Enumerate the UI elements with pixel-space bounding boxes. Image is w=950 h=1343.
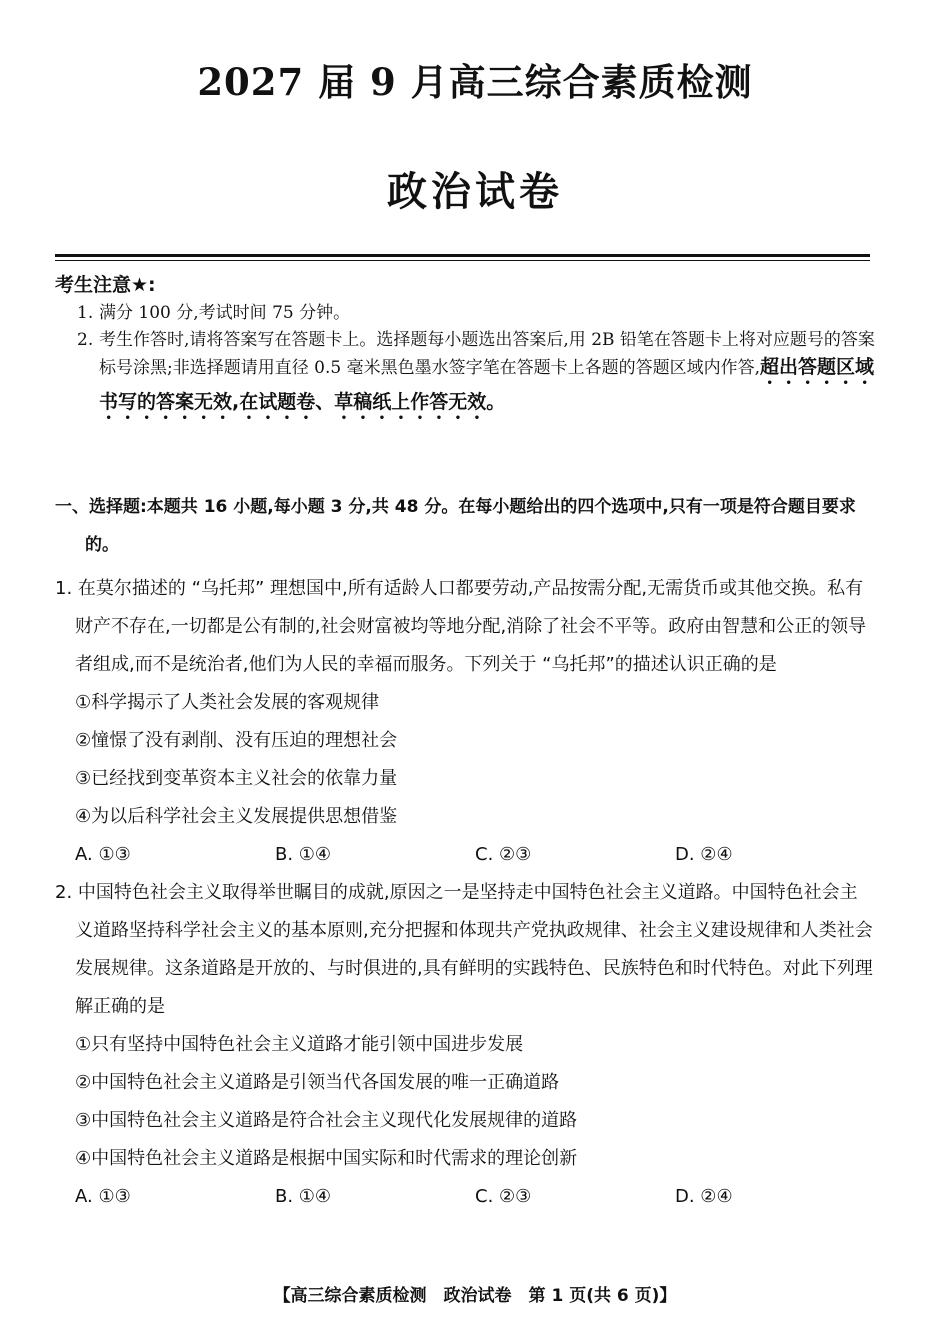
question-1-statement-2: ②憧憬了没有剥削、没有压迫的理想社会 <box>75 730 398 751</box>
question-2-options <box>55 1178 875 1216</box>
question-1-option-a[interactable]: A. ①③ <box>75 844 131 865</box>
question-1-stem: 1. 在莫尔描述的 “乌托邦” 理想国中,所有适龄人口都要劳动,产品按需分配,无需货币或其他交换。私有财产不存在,一切都是公有制的,社会财富被均等地分配,消除了社会不平等。政府由智慧和公正的领导者组成,而不是统治者,他们为人民的幸福而服务。下列关于 “乌托邦”的描述认识正确的是 <box>55 578 867 675</box>
header-divider-thin <box>55 260 870 261</box>
question-1-option-c[interactable]: C. ②③ <box>475 844 532 865</box>
question-1-option-d[interactable]: D. ②④ <box>675 844 733 865</box>
notice-item-2-emphasis: 超出答题区域书写的答案无效,在试题卷、草稿纸上作答无效。 <box>99 356 874 413</box>
exam-title: 2027 届 9 月高三综合素质检测 <box>197 60 753 104</box>
notice-item-1-text: 满分 100 分,考试时间 75 分钟。 <box>99 303 351 323</box>
subject-title: 政治试卷 <box>387 168 563 215</box>
question-2-statement-1: ①只有坚持中国特色社会主义道路才能引领中国进步发展 <box>75 1034 524 1055</box>
question-2-statement-3: ③中国特色社会主义道路是符合社会主义现代化发展规律的道路 <box>75 1110 578 1131</box>
page-footer: 【高三综合素质检测 政治试卷 第 1 页(共 6 页)】 <box>273 1286 677 1306</box>
question-2-option-b[interactable]: B. ①④ <box>275 1186 332 1207</box>
candidate-notice <box>55 270 875 424</box>
notice-item-1-number: 1. <box>77 303 94 323</box>
notice-item-2-number: 2. <box>77 330 94 350</box>
section-1-title: 一、选择题:本题共 16 小题,每小题 3 分,共 48 分。在每小题给出的四个选项中,只有一项是符合题目要求的。 <box>55 497 856 555</box>
question-2-option-a[interactable]: A. ①③ <box>75 1186 131 1207</box>
notice-item-2-text: 考生作答时,请将答案写在答题卡上。选择题每小题选出答案后,用 2B 铅笔在答题卡上将对应题号的答案标号涂黑;非选择题请用直径 0.5 毫米黑色墨水签字笔在答题卡上各题的答题区域内作答, <box>99 330 875 378</box>
question-1-statement-4: ④为以后科学社会主义发展提供思想借鉴 <box>75 806 398 827</box>
notice-heading: 考生注意★: <box>55 274 156 296</box>
exam-content <box>55 488 875 1216</box>
question-1-statement-1: ①科学揭示了人类社会发展的客观规律 <box>75 692 380 713</box>
question-2-statement-4: ④中国特色社会主义道路是根据中国实际和时代需求的理论创新 <box>75 1148 578 1169</box>
question-2-option-d[interactable]: D. ②④ <box>675 1186 733 1207</box>
question-2-option-c[interactable]: C. ②③ <box>475 1186 532 1207</box>
question-1-options <box>55 836 875 874</box>
question-2-stem: 2. 中国特色社会主义取得举世瞩目的成就,原因之一是坚持走中国特色社会主义道路。中国特色社会主义道路坚持科学社会主义的基本原则,充分把握和体现共产党执政规律、社会主义建设规律和人类社会发展规律。这条道路是开放的、与时俱进的,具有鲜明的实践特色、民族特色和时代特色。对此下列理解正确的是 <box>55 882 873 1017</box>
notice-item-2 <box>77 327 879 424</box>
header-divider-thick <box>55 254 870 257</box>
question-2-statement-2: ②中国特色社会主义道路是引领当代各国发展的唯一正确道路 <box>75 1072 560 1093</box>
question-1 <box>55 570 875 874</box>
question-1-statement-3: ③已经找到变革资本主义社会的依靠力量 <box>75 768 398 789</box>
notice-item-1 <box>77 300 879 327</box>
question-2 <box>55 874 875 1216</box>
question-1-option-b[interactable]: B. ①④ <box>275 844 332 865</box>
